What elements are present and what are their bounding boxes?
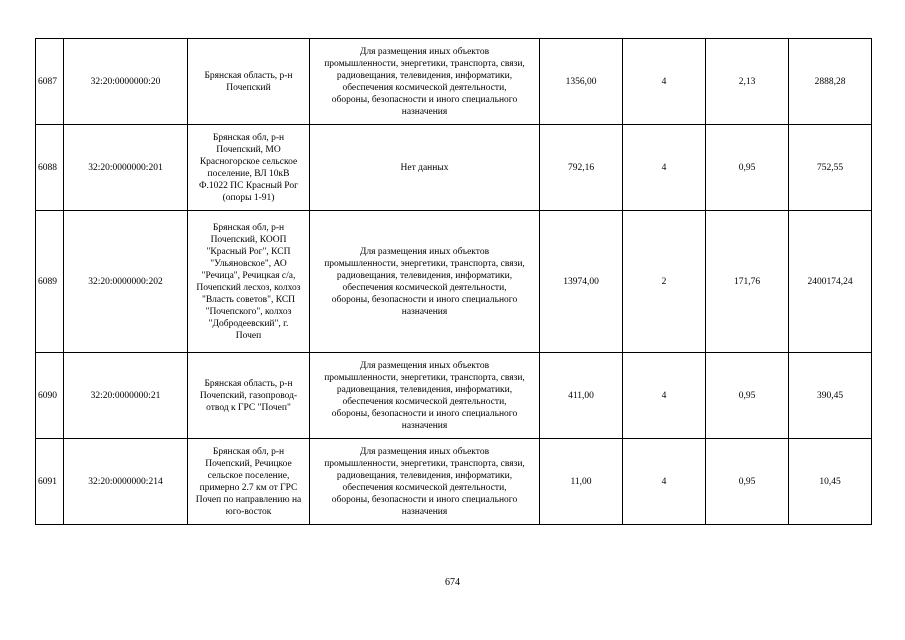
group-cell: 4	[623, 439, 706, 525]
table-row	[36, 125, 872, 211]
purpose-cell: Для размещения иных объектов промышленности, энергетики, транспорта, связи, радиовещания, телевидения, информатики, обеспечения космической деятельности, обороны, безопасности и иного специального назначения	[310, 39, 540, 125]
location-cell: Брянская обл, р-н Почепский, КООП "Красный Рог", КСП "Ульяновское", АО "Речица", Речицкая с/а, Почепский лесхоз, колхоз "Власть советов", КСП "Почепского", колхоз "Добродеевский", г. Почеп	[188, 211, 310, 353]
location-cell: Брянская обл, р-н Почепский, Речицкое сельское поселение, примерно 2.7 км от ГРС Почеп по направлению на юго-восток	[188, 439, 310, 525]
purpose-cell: Нет данных	[310, 125, 540, 211]
area-cell: 792,16	[540, 125, 623, 211]
value-cell: 752,55	[789, 125, 872, 211]
row-number: 6091	[36, 439, 64, 525]
cadastral-number: 32:20:0000000:202	[64, 211, 188, 353]
area-cell: 411,00	[540, 353, 623, 439]
area-cell: 1356,00	[540, 39, 623, 125]
location-cell: Брянская область, р-н Почепский, газопровод- отвод к ГРС "Почеп"	[188, 353, 310, 439]
location-cell: Брянская область, р-н Почепский	[188, 39, 310, 125]
group-cell: 2	[623, 211, 706, 353]
page-number: 674	[445, 577, 460, 588]
row-number: 6088	[36, 125, 64, 211]
table-row	[36, 39, 872, 125]
rate-cell: 0,95	[706, 439, 789, 525]
purpose-cell: Для размещения иных объектов промышленности, энергетики, транспорта, связи, радиовещания, телевидения, информатики, обеспечения космической деятельности, обороны, безопасности и иного специального назначения	[310, 439, 540, 525]
value-cell: 10,45	[789, 439, 872, 525]
location-cell: Брянская обл, р-н Почепский, МО Красногорское сельское поселение, ВЛ 10кВ Ф.1022 ПС Красный Рог (опоры 1-91)	[188, 125, 310, 211]
group-cell: 4	[623, 353, 706, 439]
cadastral-number: 32:20:0000000:201	[64, 125, 188, 211]
table-row	[36, 353, 872, 439]
purpose-cell: Для размещения иных объектов промышленности, энергетики, транспорта, связи, радиовещания, телевидения, информатики, обеспечения космической деятельности, обороны, безопасности и иного специального назначения	[310, 211, 540, 353]
value-cell: 390,45	[789, 353, 872, 439]
rate-cell: 0,95	[706, 353, 789, 439]
cadastral-number: 32:20:0000000:21	[64, 353, 188, 439]
area-cell: 13974,00	[540, 211, 623, 353]
group-cell: 4	[623, 125, 706, 211]
row-number: 6087	[36, 39, 64, 125]
group-cell: 4	[623, 39, 706, 125]
value-cell: 2888,28	[789, 39, 872, 125]
rate-cell: 2,13	[706, 39, 789, 125]
purpose-cell: Для размещения иных объектов промышленности, энергетики, транспорта, связи, радиовещания, телевидения, информатики, обеспечения космической деятельности, обороны, безопасности и иного специального назначения	[310, 353, 540, 439]
land-plots-table	[35, 38, 872, 525]
area-cell: 11,00	[540, 439, 623, 525]
row-number: 6089	[36, 211, 64, 353]
table-row	[36, 211, 872, 353]
value-cell: 2400174,24	[789, 211, 872, 353]
cadastral-number: 32:20:0000000:20	[64, 39, 188, 125]
table-row	[36, 439, 872, 525]
rate-cell: 0,95	[706, 125, 789, 211]
row-number: 6090	[36, 353, 64, 439]
rate-cell: 171,76	[706, 211, 789, 353]
cadastral-number: 32:20:0000000:214	[64, 439, 188, 525]
